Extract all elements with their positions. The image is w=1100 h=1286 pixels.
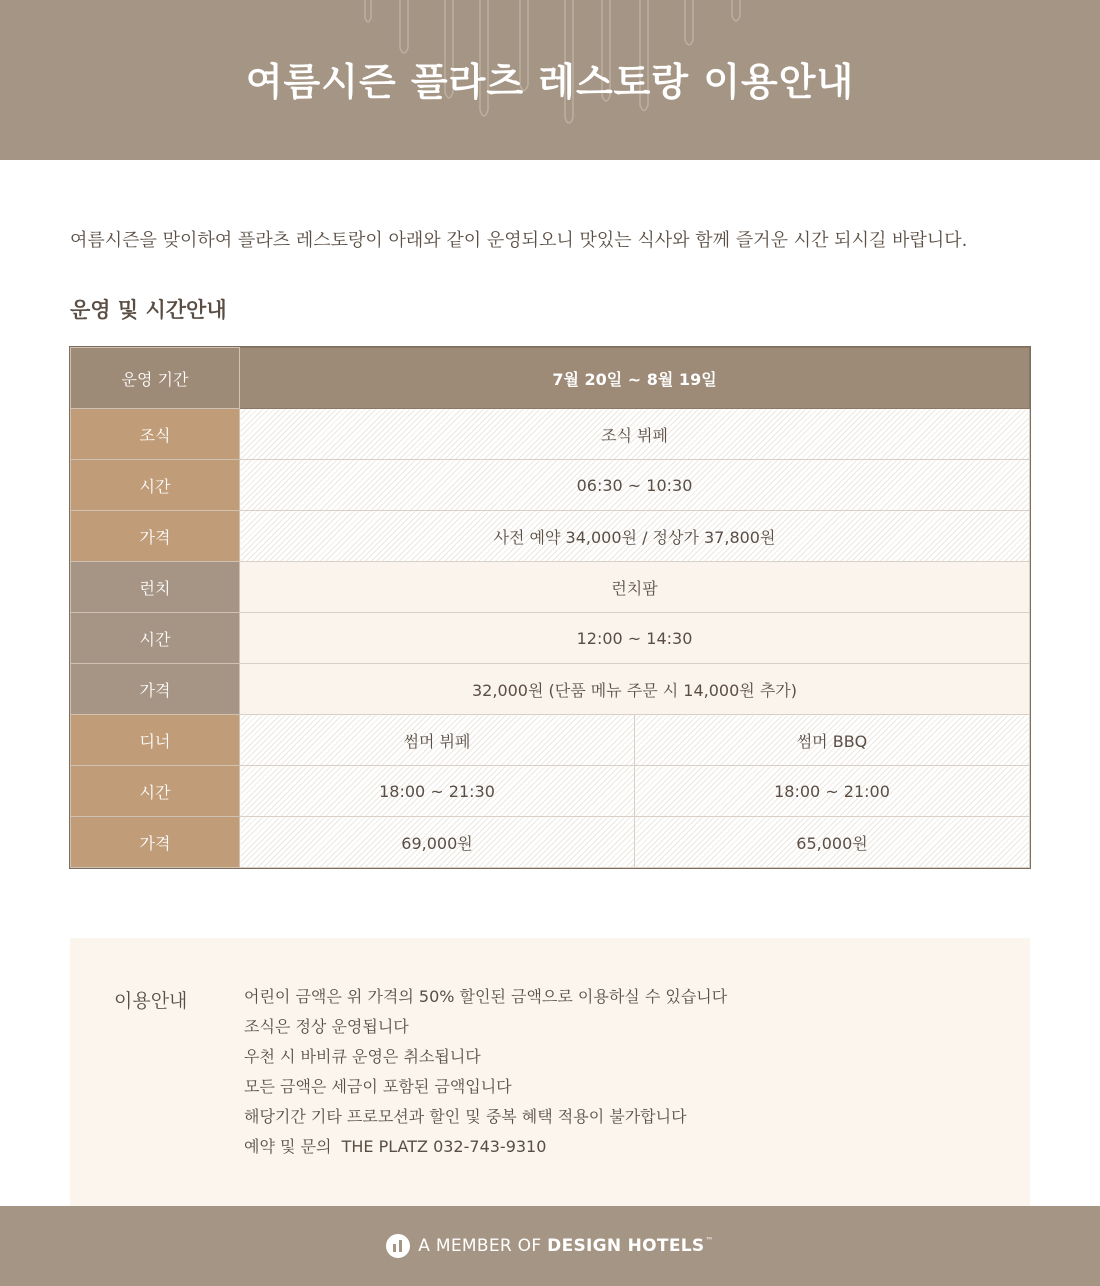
section-title: 운영 및 시간안내 [70, 298, 227, 322]
header-banner [0, 0, 1100, 160]
breakfast-label: 조식 [71, 409, 240, 460]
table-row-lunch [71, 562, 1030, 613]
breakfast-time: 06:30 ~ 10:30 [240, 460, 1030, 511]
dinner-option-price: 65,000원 [635, 817, 1030, 868]
guide-box [70, 938, 1030, 1206]
dinner-price-label: 가격 [71, 817, 240, 868]
lunch-time-label: 시간 [71, 613, 240, 664]
dinner-label: 디너 [71, 715, 240, 766]
dinner-option-time: 18:00 ~ 21:00 [635, 766, 1030, 817]
table-row-dinner-price [71, 817, 1030, 868]
list-item: 모든 금액은 세금이 포함된 금액입니다 [244, 1077, 512, 1096]
table-row-period [71, 348, 1030, 409]
breakfast-name: 조식 뷔페 [240, 409, 1030, 460]
list-item: 해당기간 기타 프로모션과 할인 및 중복 혜택 적용이 불가합니다 [244, 1107, 687, 1126]
list-item: 예약 및 문의 THE PLATZ 032-743-9310 [244, 1137, 547, 1156]
table-row-lunch-time [71, 613, 1030, 664]
trademark: ™ [705, 1236, 714, 1245]
page-title: 여름시즌 플라츠 레스토랑 이용안내 [245, 59, 855, 104]
period-label: 운영 기간 [71, 348, 240, 409]
lunch-label: 런치 [71, 562, 240, 613]
design-hotels-logo-icon [386, 1234, 410, 1258]
list-item: 어린이 금액은 위 가격의 50% 할인된 금액으로 이용하실 수 있습니다 [244, 987, 728, 1006]
lunch-time: 12:00 ~ 14:30 [240, 613, 1030, 664]
guide-label: 이용안내 [114, 990, 188, 1012]
table-row-breakfast-price [71, 511, 1030, 562]
lunch-name: 런치팜 [240, 562, 1030, 613]
period-value: 7월 20일 ~ 8월 19일 [240, 348, 1030, 409]
list-item: 우천 시 바비큐 운영은 취소됩니다 [244, 1047, 481, 1066]
table-row-dinner-time [71, 766, 1030, 817]
intro-text: 여름시즌을 맞이하여 플라츠 레스토랑이 아래와 같이 운영되오니 맛있는 식사와 함께 즐거운 시간 되시길 바랍니다. [70, 230, 968, 251]
breakfast-price-label: 가격 [71, 511, 240, 562]
dinner-option-price: 69,000원 [240, 817, 635, 868]
breakfast-time-label: 시간 [71, 460, 240, 511]
dinner-option-name: 썸머 뷔페 [240, 715, 635, 766]
table-row-breakfast-time [71, 460, 1030, 511]
footer-brand [418, 1236, 713, 1256]
dinner-option-name: 썸머 BBQ [635, 715, 1030, 766]
brand-prefix: A MEMBER OF [418, 1236, 548, 1256]
table-row-breakfast [71, 409, 1030, 460]
guide-list [244, 986, 727, 1166]
lunch-price: 32,000원 (단품 메뉴 주문 시 14,000원 추가) [240, 664, 1030, 715]
footer-banner [0, 1206, 1100, 1286]
lunch-price-label: 가격 [71, 664, 240, 715]
brand-name: DESIGN HOTELS [547, 1236, 705, 1256]
table-row-dinner [71, 715, 1030, 766]
list-item: 조식은 정상 운영됩니다 [244, 1017, 409, 1036]
dinner-time-label: 시간 [71, 766, 240, 817]
dinner-option-time: 18:00 ~ 21:30 [240, 766, 635, 817]
breakfast-price: 사전 예약 34,000원 / 정상가 37,800원 [240, 511, 1030, 562]
table-row-lunch-price [71, 664, 1030, 715]
schedule-table [70, 347, 1030, 868]
